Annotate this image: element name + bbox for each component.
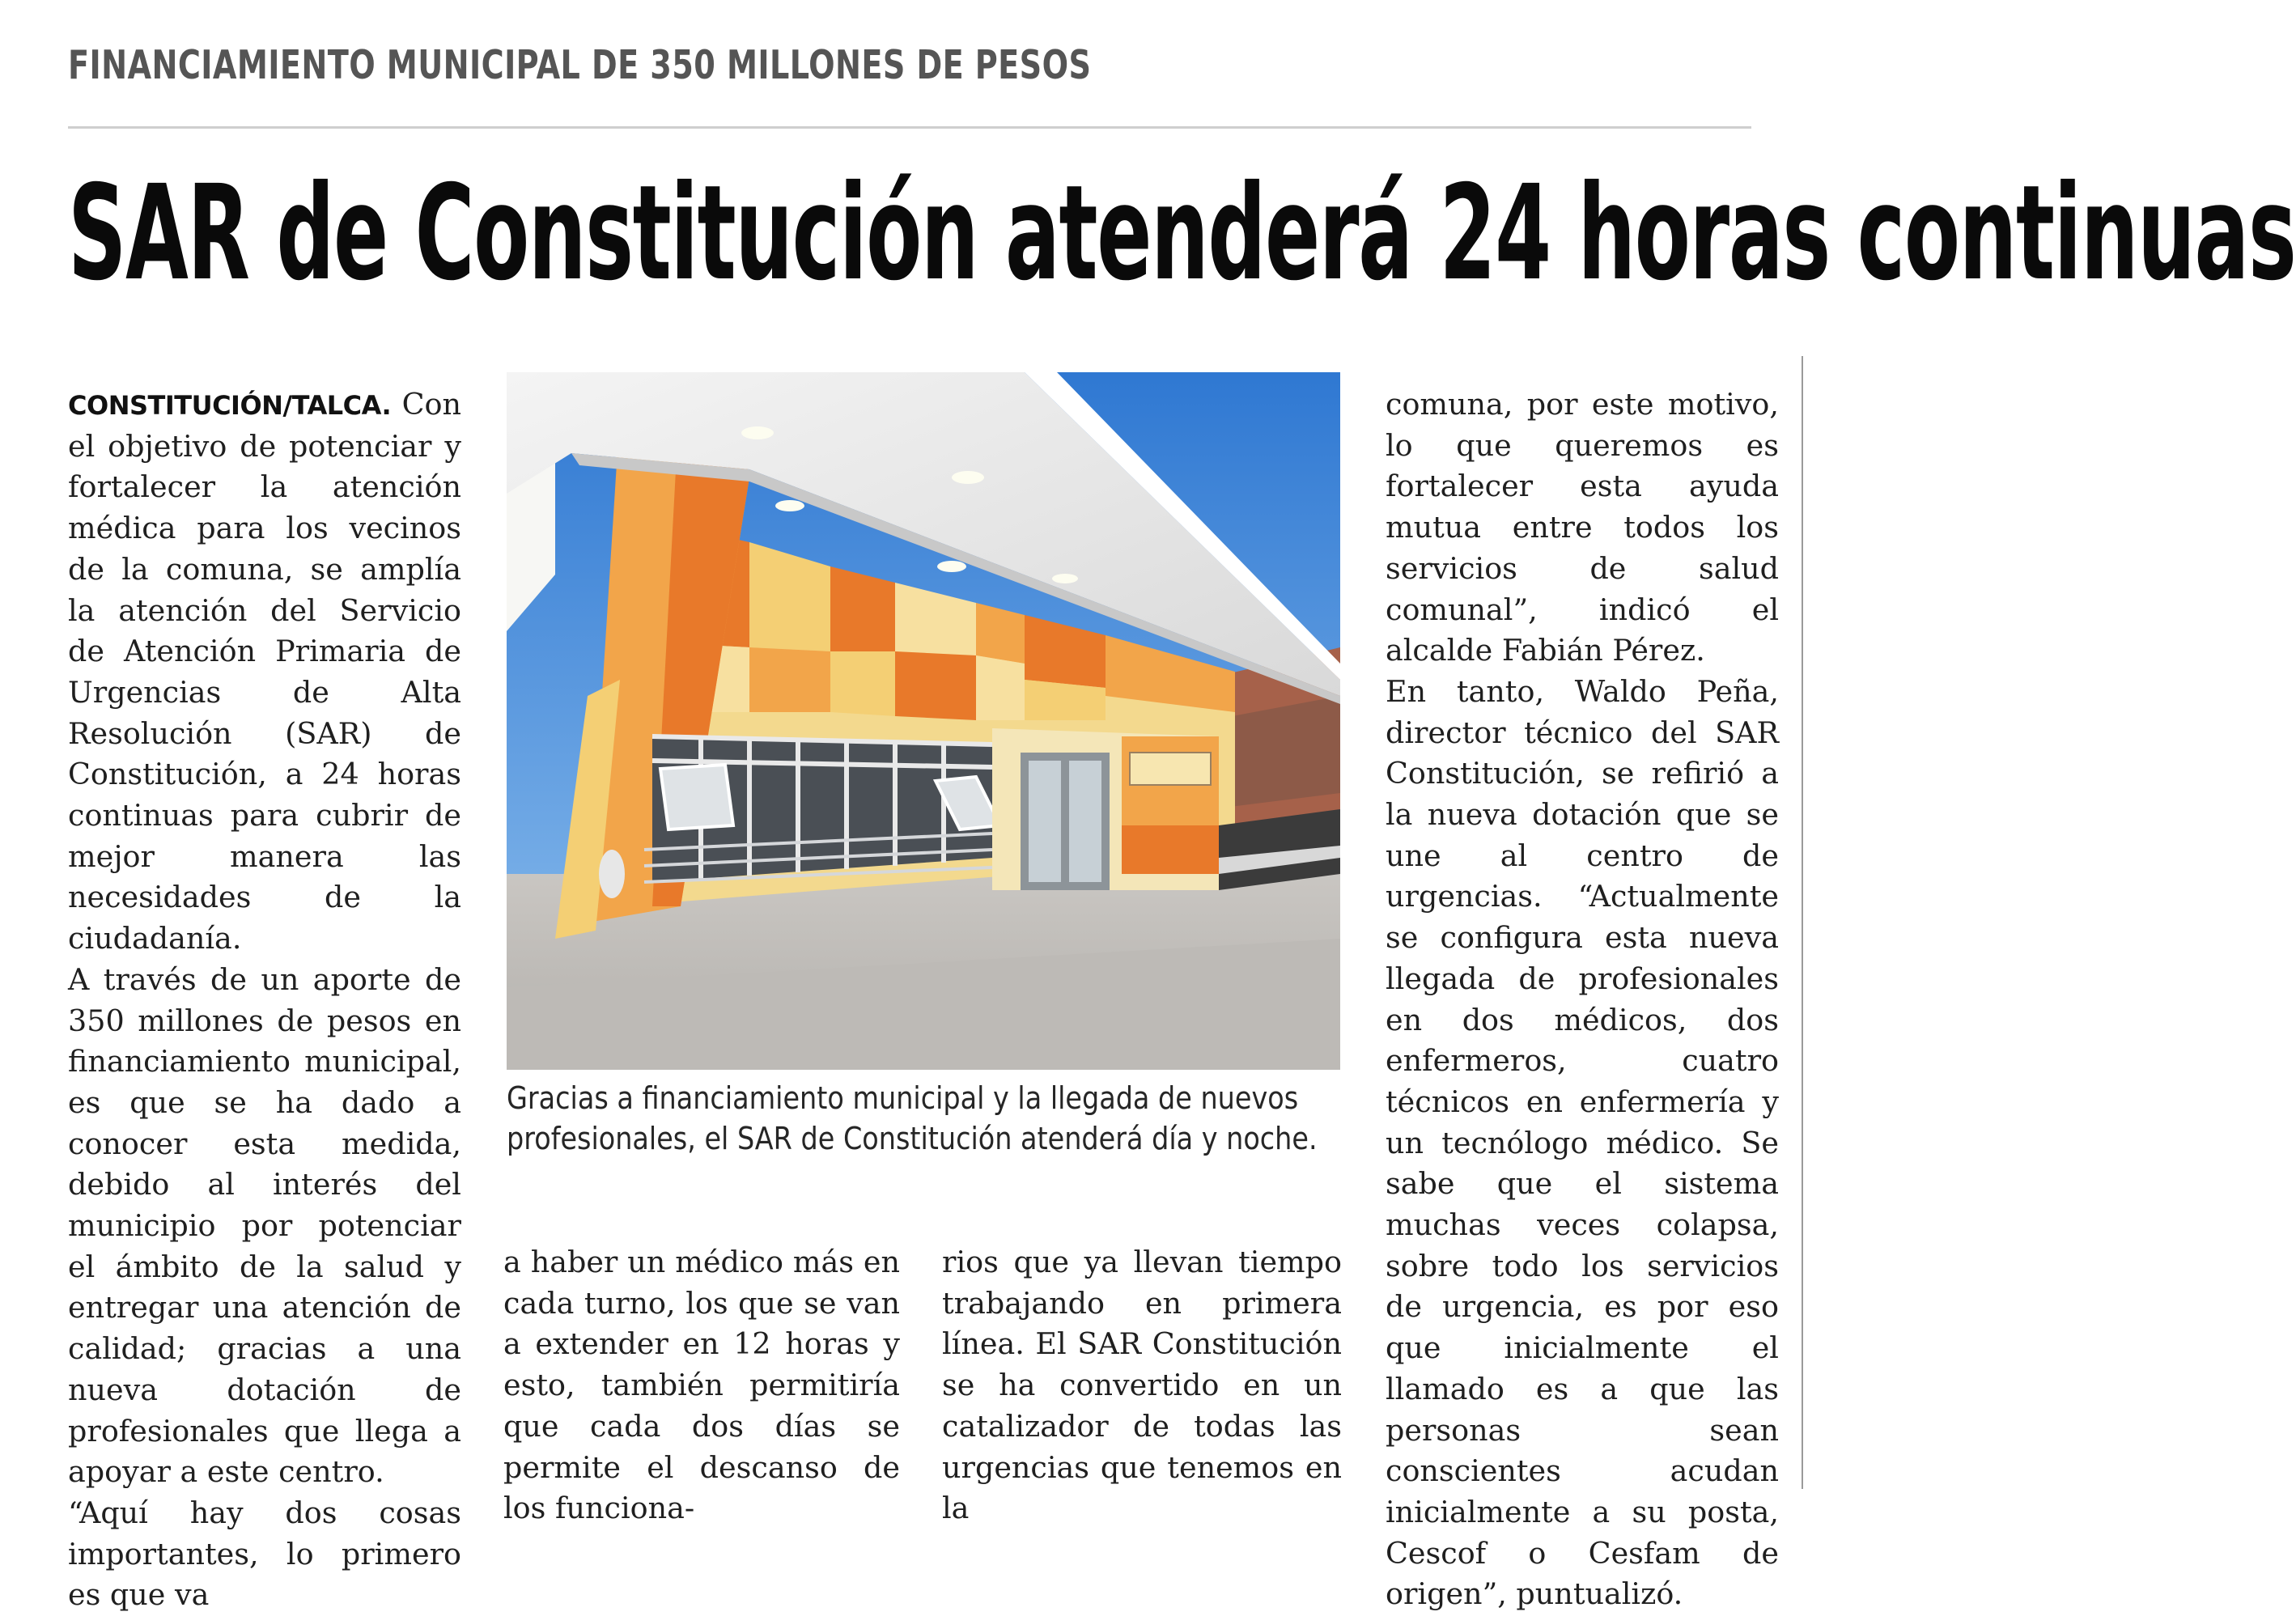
article-headline: SAR de Constitución atenderá 24 horas continuas <box>68 158 2296 310</box>
dateline: CONSTITUCIÓN/TALCA. <box>68 390 392 421</box>
paragraph-director-quote: En tanto, Waldo Peña, director técnico del SAR Constitución, se refirió a la nueva dotación que se une al centro de urgencias. “Actualmente se configura esta nueva llegada de profesionales en dos médicos, dos enfermeros, cuatro técnicos en enfermería y un tecnólogo médico. Se sabe que el sistema muchas veces colapsa, sobre todo los servicios de urgencia, es por eso que inicialmente el llamado es a que las personas sean conscientes acudan inicialmente a su posta, Cescof o Cesfam de origen”, puntualizó. <box>1386 673 1779 1612</box>
page-edge-line <box>1802 356 1803 1489</box>
paragraph-funding: A través de un aporte de 350 millones de pesos en financiamiento municipal, es que se ha dado a conocer esta medida, debido al interés del municipio por potenciar el ámbito de la salud y entregar una atención de calidad; gracias a una nueva dotación de profesionales que llega a apoyar a este centro. <box>68 961 461 1490</box>
paragraph-quote-cont-2: rios que ya llevan tiempo trabajando en primera línea. El SAR Constitución se ha convertido en un catalizador de todas las urgencias que tenemos en la <box>942 1245 1342 1526</box>
paragraph-mayor-quote: comuna, por este motivo, lo que queremos es fortalecer esta ayuda mutua entre todos los servicios de salud comunal”, indicó el alcalde Fabián Pérez. <box>1386 387 1779 668</box>
article-kicker: FINANCIAMIENTO MUNICIPAL DE 350 MILLONES DE PESOS <box>68 42 1092 88</box>
paragraph-quote-cont: a haber un médico más en cada turno, los que se van a extender en 12 horas y esto, también permitiría que cada dos días se permite el descanso de los funciona- <box>503 1245 900 1526</box>
header-divider <box>68 126 1751 129</box>
article-column-3 <box>942 1242 1342 1529</box>
article-column-2 <box>503 1242 900 1529</box>
paragraph-quote-start: “Aquí hay dos cosas importantes, lo primero es que va <box>68 1495 461 1613</box>
article-column-4 <box>1386 384 1779 1615</box>
article-photo <box>507 372 1340 1070</box>
article-column-1 <box>68 384 461 1616</box>
building-photo-image <box>507 372 1340 1070</box>
paragraph-lead <box>68 384 461 960</box>
photo-caption: Gracias a financiamiento municipal y la llegada de nuevos profesionales, el SAR de Constitución atenderá día y noche. <box>507 1080 1318 1156</box>
lead-text: Con el objetivo de potenciar y fortalecer la atención médica para los vecinos de la comuna, se amplía la atención del Servicio de Atención Primaria de Urgencias de Alta Resolución (SAR) de Constitución, a 24 horas continuas para cubrir de mejor manera las necesidades de la ciudadanía. <box>68 387 461 956</box>
